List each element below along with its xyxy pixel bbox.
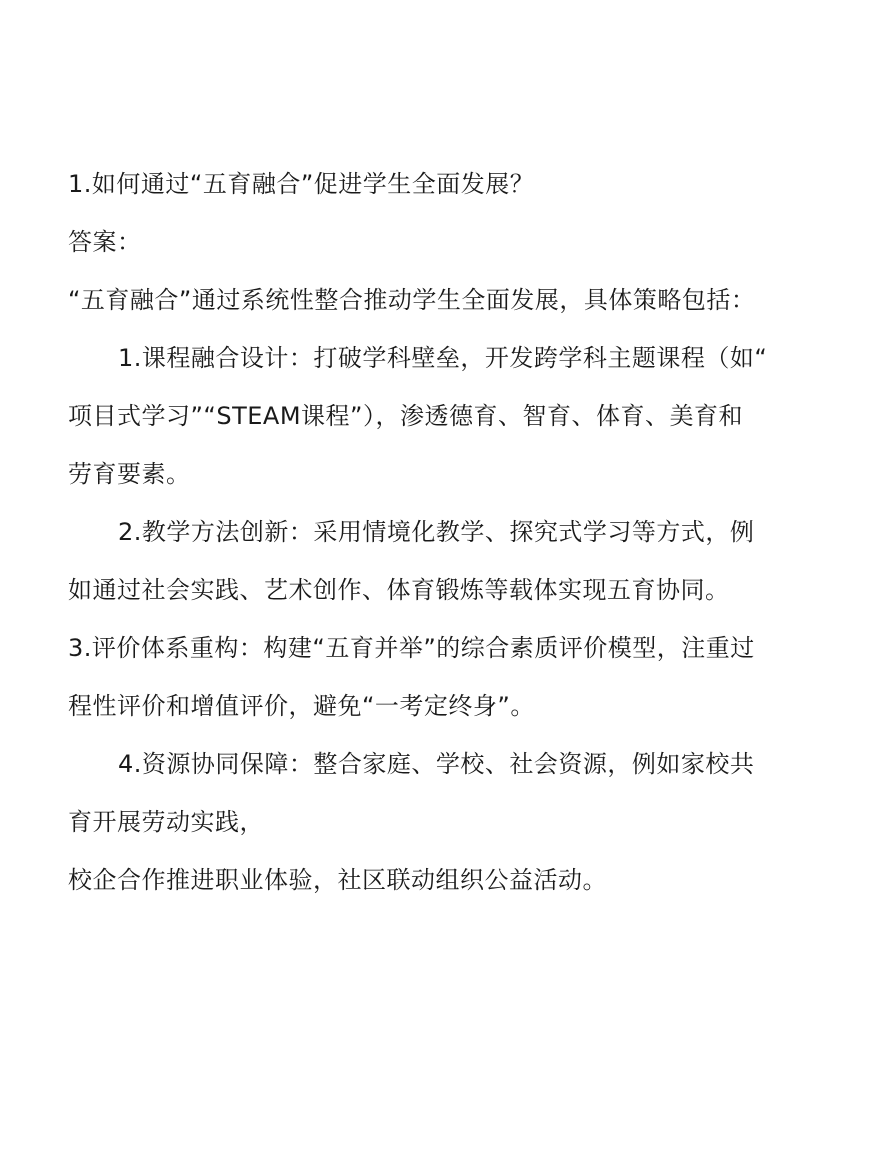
strategy-3-line-1: 3.评价体系重构：构建“五育并举”的综合素质评价模型，注重过 xyxy=(68,634,755,662)
answer-label: 答案： xyxy=(68,228,142,256)
strategy-2-line-1: 2.教学方法创新：采用情境化教学、探究式学习等方式，例 xyxy=(118,518,755,546)
strategy-1-line-3: 劳育要素。 xyxy=(68,460,191,488)
strategy-4-line-2: 育开展劳动实践， xyxy=(68,808,264,836)
intro-paragraph: “五育融合”通过系统性整合推动学生全面发展，具体策略包括： xyxy=(68,286,756,314)
strategy-4-line-1: 4.资源协同保障：整合家庭、学校、社会资源，例如家校共 xyxy=(118,750,755,778)
document-body xyxy=(68,155,808,909)
question-heading: 1.如何通过“五育融合”促进学生全面发展？ xyxy=(68,170,535,198)
strategy-1-line-1: 1.课程融合设计：打破学科壁垒，开发跨学科主题课程（如“ xyxy=(118,344,768,372)
strategy-1-line-2: 项目式学习”“STEAM课程”），渗透德育、智育、体育、美育和 xyxy=(68,402,743,430)
strategy-3-line-2: 程性评价和增值评价，避免“一考定终身”。 xyxy=(68,692,535,720)
strategy-4-line-3: 校企合作推进职业体验，社区联动组织公益活动。 xyxy=(68,866,607,894)
strategy-2-line-2: 如通过社会实践、艺术创作、体育锻炼等载体实现五育协同。 xyxy=(68,576,730,604)
